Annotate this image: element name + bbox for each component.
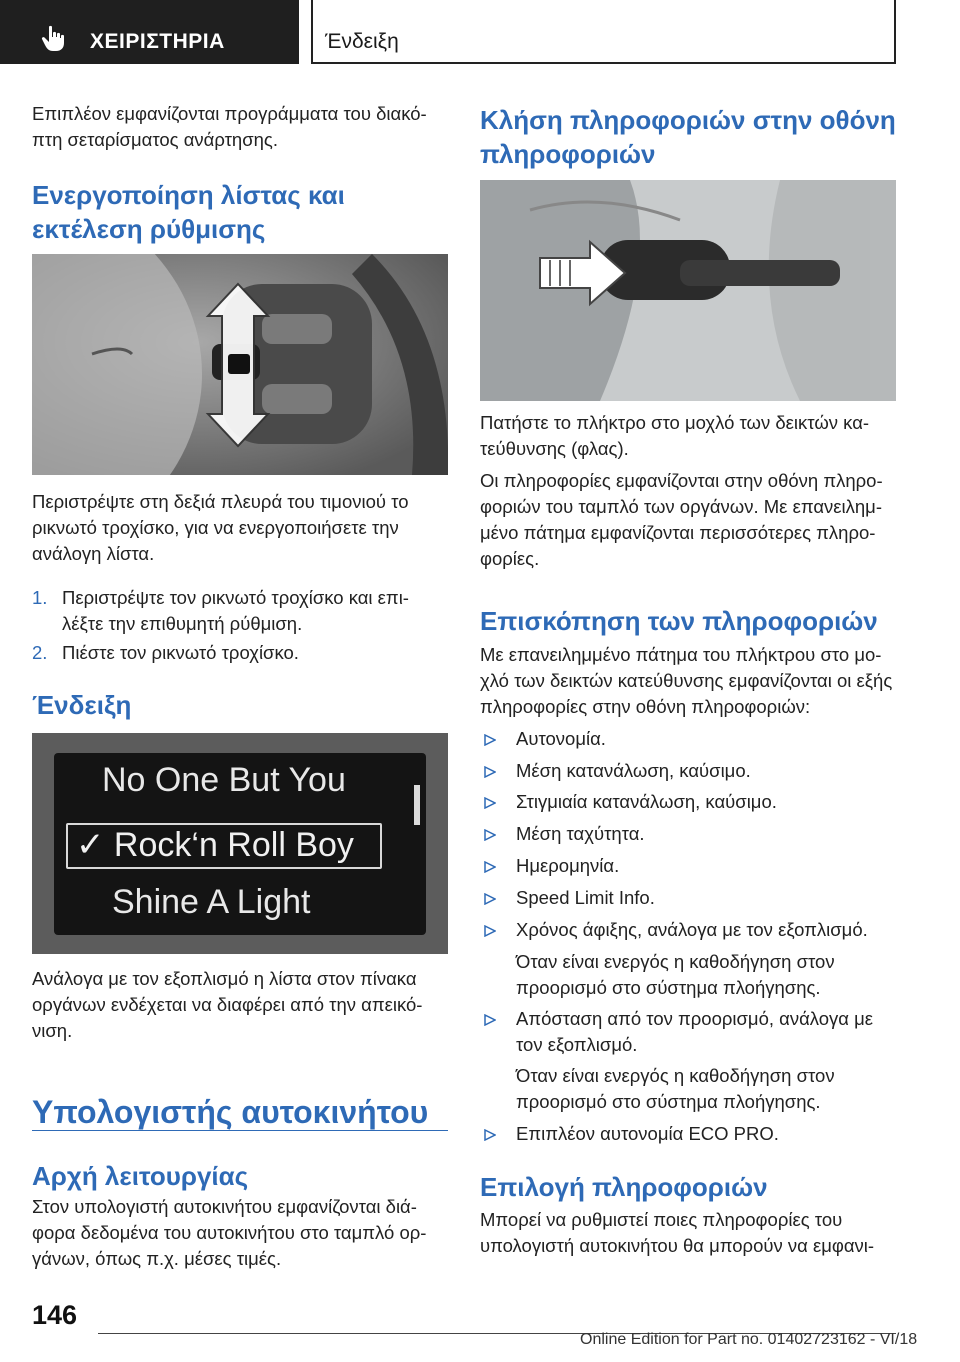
header-topic-label: Ένδειξη <box>325 30 399 53</box>
footer-edition: Online Edition for Part no. 01402723162 - VI/18 <box>580 1331 918 1348</box>
bullet-text: Απόσταση από τον προορισμό, ανάλογα με τον εξοπλισμό. <box>516 1008 874 1055</box>
bullet-text: Μέση κατανάλωση, καύσιμο. <box>516 760 751 781</box>
display-paragraph: Ανάλογα με τον εξοπλισμό η λίστα στον πίνακα οργάνων ενδέχεται να διαφέρει από την απεικό-νιση. <box>32 968 423 1041</box>
steering-wheel-image <box>32 254 448 475</box>
triangle-bullet-icon <box>484 861 496 873</box>
overview-paragraph: Με επανειλημμένο πάτημα του πλήκτρου στο μο-χλό των δεικτών κατεύθυνσης εμφανίζονται οι εξής πληροφορίες στην οθόνη πληροφοριών: <box>480 644 893 717</box>
display-list-image <box>32 733 448 954</box>
rotate-paragraph: Περιστρέψτε στη δεξιά πλευρά του τιμονιού το ρικνωτό τροχίσκο, για να ενεργοποιήσετε την ανάλογη λίστα. <box>32 491 409 564</box>
display-screen <box>54 753 426 935</box>
bullet-text: Χρόνος άφιξης, ανάλογα με τον εξοπλισμό. <box>516 919 868 940</box>
step-number: 2. <box>32 642 48 663</box>
display-scrollbar <box>414 785 420 825</box>
hand-touch-icon <box>40 24 68 52</box>
info-paragraph: Οι πληροφορίες εμφανίζονται στην οθόνη πληρο-φοριών του ταμπλό των οργάνων. Με επανειλημ-μένο πάτημα εμφανίζονται περισσότερες πληρο-φορίες. <box>480 470 883 569</box>
triangle-bullet-icon <box>484 829 496 841</box>
bullet-text: Ημερομηνία. <box>516 855 620 876</box>
header-section-tab <box>0 0 299 64</box>
press-paragraph: Πατήστε το πλήκτρο στο μοχλό των δεικτών κα-τεύθυνσης (φλας). <box>480 412 870 459</box>
triangle-bullet-icon <box>484 734 496 746</box>
heading-display: Ένδειξη <box>32 690 132 720</box>
heading-overview: Επισκόπηση των πληροφοριών <box>480 606 878 636</box>
display-list-item: Shine A Light <box>112 883 311 921</box>
bullet-text: Επιπλέον αυτονομία ECO PRO. <box>516 1123 779 1144</box>
heading-principle: Αρχή λειτουργίας <box>32 1161 249 1191</box>
heading-car-computer: Υπολογιστής αυτοκινήτου <box>32 1094 429 1130</box>
display-list-item-selected: ✓ Rock‘n Roll Boy <box>76 826 354 864</box>
triangle-bullet-icon <box>484 893 496 905</box>
heading-call-info: Κλήση πληροφοριών στην οθόνη πληροφοριών <box>480 105 896 169</box>
triangle-bullet-icon <box>484 925 496 937</box>
display-list-item: No One But You <box>102 761 346 799</box>
stalk-illustration <box>480 180 896 401</box>
header-section-label: ΧΕΙΡΙΣΤΗΡΙΑ <box>90 30 225 53</box>
header-topic-box <box>311 0 896 64</box>
steering-wheel-illustration <box>32 254 448 475</box>
nav-note: Όταν είναι ενεργός η καθοδήγηση στον προορισμό στο σύστημα πλοήγησης. <box>516 1065 835 1112</box>
bullet-text: Speed Limit Info. <box>516 887 655 908</box>
step-text: Περιστρέψτε τον ρικνωτό τροχίσκο και επι-λέξτε την επιθυμητή ρύθμιση. <box>62 587 409 634</box>
triangle-bullet-icon <box>484 766 496 778</box>
heading-select-info: Επιλογή πληροφοριών <box>480 1172 768 1202</box>
section-rule <box>32 1130 448 1131</box>
triangle-bullet-icon <box>484 1129 496 1141</box>
triangle-bullet-icon <box>484 797 496 809</box>
step-text: Πιέστε τον ρικνωτό τροχίσκο. <box>62 642 299 663</box>
principle-paragraph: Στον υπολογιστή αυτοκινήτου εμφανίζονται διά-φορα δεδομένα του αυτοκινήτου στο ταμπλό ορ-γάνων, όπως π.χ. μέσες τιμές. <box>32 1196 427 1269</box>
bullet-text: Στιγμιαία κατανάλωση, καύσιμο. <box>516 791 777 812</box>
page-number: 146 <box>32 1300 78 1330</box>
bullet-text: Αυτονομία. <box>516 728 606 749</box>
bullet-text: Μέση ταχύτητα. <box>516 823 645 844</box>
step-number: 1. <box>32 587 48 608</box>
nav-note: Όταν είναι ενεργός η καθοδήγηση στον προορισμό στο σύστημα πλοήγησης. <box>516 951 835 998</box>
select-paragraph: Μπορεί να ρυθμιστεί ποιες πληροφορίες του υπολογιστή αυτοκινήτου θα μπορούν να εμφανι- <box>480 1209 875 1256</box>
heading-activate-list: Ενεργοποίηση λίστας και εκτέλεση ρύθμισης <box>32 180 345 244</box>
triangle-bullet-icon <box>484 1014 496 1026</box>
intro-paragraph: Επιπλέον εμφανίζονται προγράμματα του διακό-πτη σεταρίσματος ανάρτησης. <box>32 103 427 150</box>
turn-signal-stalk-image <box>480 180 896 401</box>
